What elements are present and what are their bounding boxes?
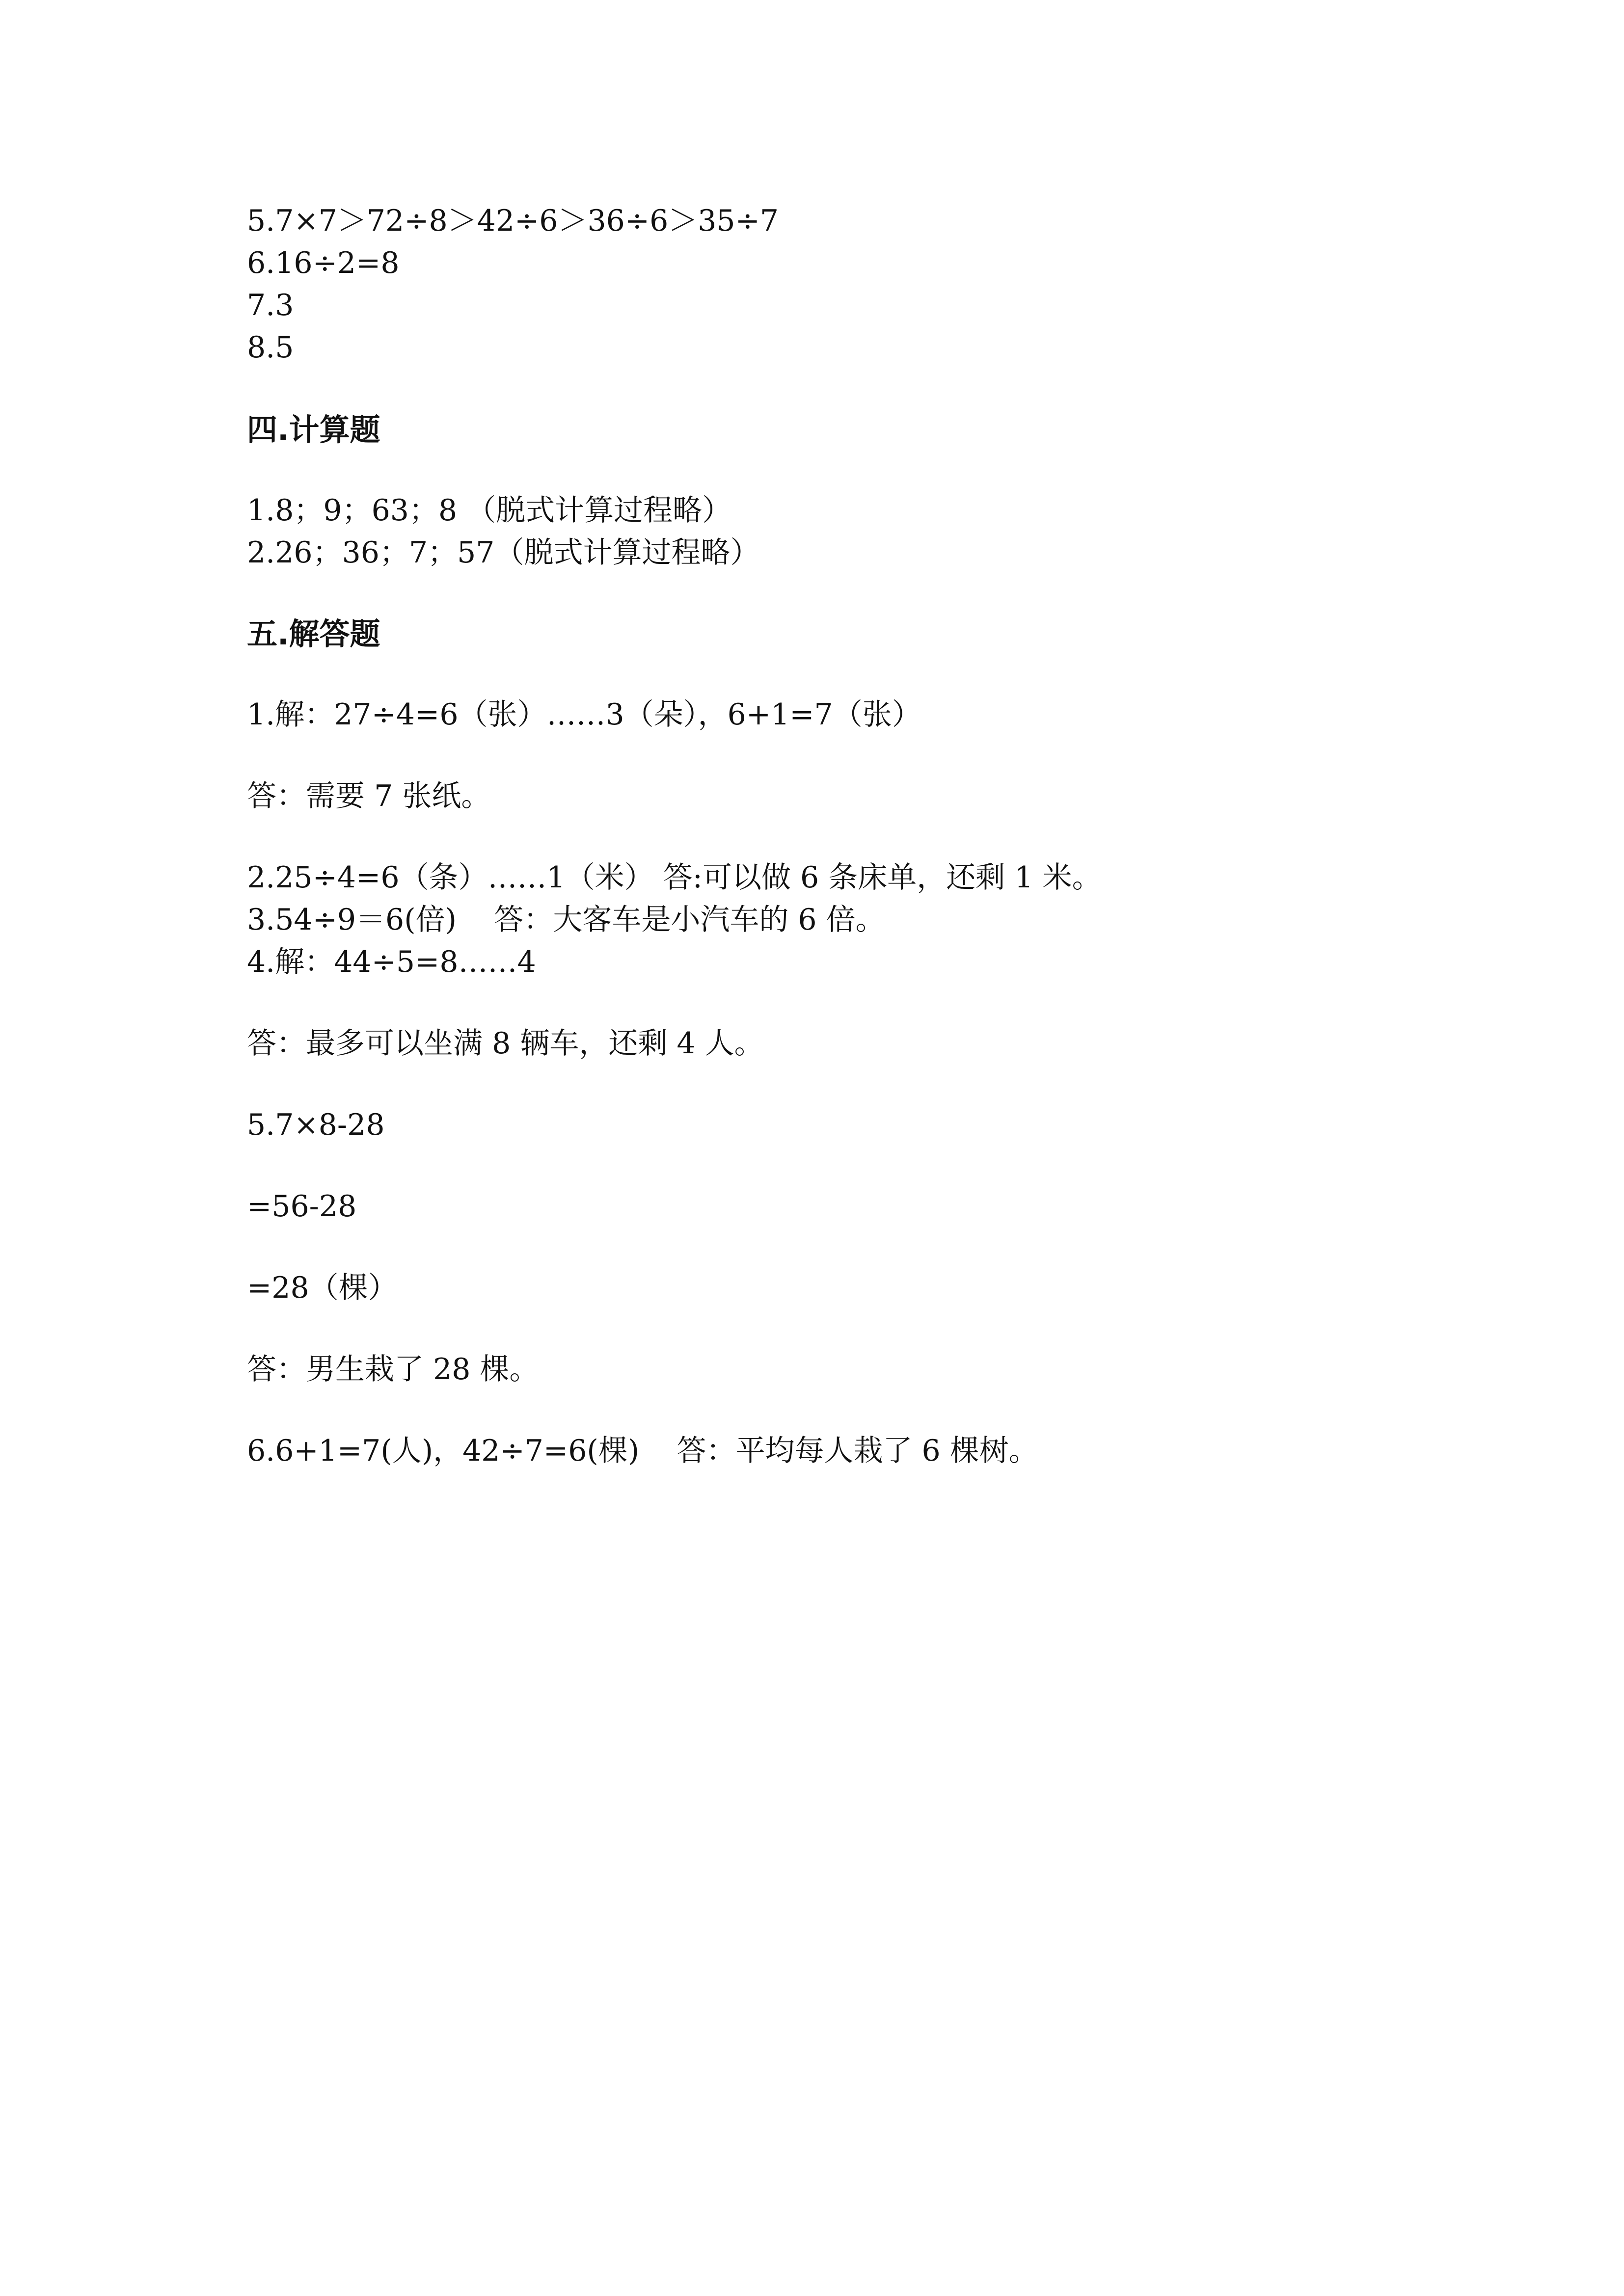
answer-line-5-5-step3: =28（棵） bbox=[247, 1271, 398, 1305]
answer-line-3-8: 8.5 bbox=[247, 330, 294, 365]
answer-line-3-7: 7.3 bbox=[247, 288, 294, 322]
answer-line-5-4-answer: 答：最多可以坐满 8 辆车，还剩 4 人。 bbox=[247, 1026, 764, 1061]
answer-line-5-3: 3.54÷9＝6(倍) 答：大客车是小汽车的 6 倍。 bbox=[247, 903, 885, 937]
answer-line-5-5-step1: 5.7×8-28 bbox=[247, 1108, 385, 1142]
answer-line-5-1-solution: 1.解：27÷4=6（张）……3（朵），6+1=7（张） bbox=[247, 697, 921, 732]
answer-line-5-1-answer: 答：需要 7 张纸。 bbox=[247, 779, 491, 813]
answer-line-5-5-step2: =56-28 bbox=[247, 1189, 357, 1224]
answer-line-5-2: 2.25÷4=6（条）……1（米） 答:可以做 6 条床单，还剩 1 米。 bbox=[247, 860, 1102, 895]
answer-line-3-6: 6.16÷2=8 bbox=[247, 246, 400, 280]
section-heading-5: 五.解答题 bbox=[247, 616, 380, 652]
answer-line-5-4-solution: 4.解：44÷5=8……4 bbox=[247, 945, 536, 979]
answer-line-4-2: 2.26；36；7；57（脱式计算过程略） bbox=[247, 535, 760, 570]
answer-line-3-5: 5.7×7＞72÷8＞42÷6＞36÷6＞35÷7 bbox=[247, 204, 779, 238]
section-heading-4: 四.计算题 bbox=[247, 412, 380, 448]
answer-line-5-5-answer: 答：男生栽了 28 棵。 bbox=[247, 1352, 539, 1387]
answer-line-5-6: 6.6+1=7(人)，42÷7=6(棵) 答：平均每人栽了 6 棵树。 bbox=[247, 1434, 1038, 1468]
answer-line-4-1: 1.8；9；63；8 （脱式计算过程略） bbox=[247, 493, 732, 528]
